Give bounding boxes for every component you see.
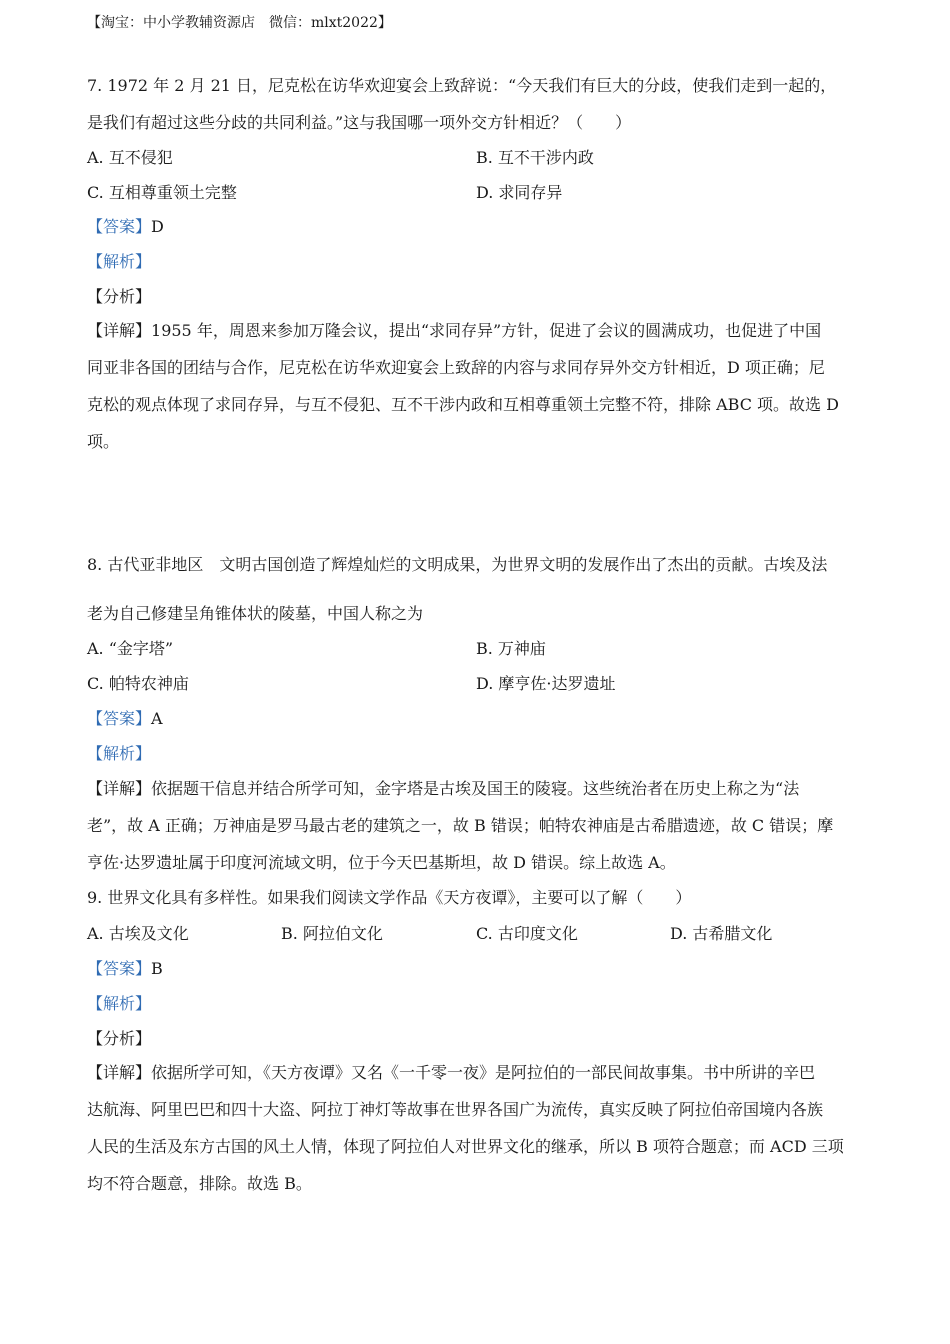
q7-option-b: B. 互不干涉内政	[476, 148, 594, 167]
q8-detail	[87, 779, 865, 890]
analysis-tag: 【解析】	[87, 252, 152, 271]
answer-tag: 【答案】	[87, 709, 152, 728]
answer-tag: 【答案】	[87, 217, 152, 236]
q9-option-b: B. 阿拉伯文化	[281, 924, 383, 943]
q7-analysis-tag	[87, 252, 151, 272]
q9-stem: 9. 世界文化具有多样性。如果我们阅读文学作品《天方夜谭》，主要可以了解（ ）	[87, 888, 692, 907]
detail-tag: 【详解】	[87, 779, 152, 798]
answer-tag: 【答案】	[87, 959, 152, 978]
q8-option-d: D. 摩亨佐·达罗遗址	[476, 674, 616, 693]
q9-option-c: C. 古印度文化	[476, 924, 578, 943]
q9-detail-line-4: 均不符合题意，排除。故选 B。	[87, 1174, 312, 1193]
q7-answer	[87, 217, 164, 237]
q7-option-d: D. 求同存异	[476, 183, 563, 202]
q8-option-c: C. 帕特农神庙	[87, 674, 189, 693]
q7-detail-line-2: 同亚非各国的团结与合作，尼克松在访华欢迎宴会上致辞的内容与求同存异外交方针相近，D 项正确；尼	[87, 358, 825, 377]
q7-option-a: A. 互不侵犯	[87, 148, 173, 167]
q8-option-b: B. 万神庙	[476, 639, 546, 658]
q8-answer	[87, 709, 163, 729]
q8-detail-text-1: 依据题干信息并结合所学可知，金字塔是古埃及国王的陵寝。这些统治者在历史上称之为“法	[151, 779, 800, 798]
q9-answer-value: B	[151, 959, 163, 978]
q9-detail-text-1: 依据所学可知，《天方夜谭》又名《一千零一夜》是阿拉伯的一部民间故事集。书中所讲的辛巴	[151, 1063, 816, 1082]
detail-tag: 【详解】	[87, 1063, 152, 1082]
q7-detail-line-4: 项。	[87, 432, 120, 451]
q9-option-a: A. 古埃及文化	[87, 924, 189, 943]
q8-analysis-tag	[87, 744, 151, 764]
detail-tag: 【详解】	[87, 321, 152, 340]
q9-detail	[87, 1063, 865, 1211]
q9-fenxi-tag: 【分析】	[87, 1029, 152, 1048]
analysis-tag: 【解析】	[87, 744, 152, 763]
q7-detail-line-1	[87, 321, 865, 358]
q9-analysis-tag	[87, 994, 151, 1014]
q9-option-d: D. 古希腊文化	[670, 924, 773, 943]
q9-detail-line-1	[87, 1063, 865, 1100]
q8-detail-line-1	[87, 779, 865, 816]
q7-option-c: C. 互相尊重领土完整	[87, 183, 237, 202]
q8-option-a: A. “金字塔”	[87, 639, 174, 658]
q8-stem-line-1: 8. 古代亚非地区 文明古国创造了辉煌灿烂的文明成果，为世界文明的发展作出了杰出的贡献。古埃及法	[87, 555, 828, 574]
analysis-tag: 【解析】	[87, 994, 152, 1013]
q9-detail-line-3: 人民的生活及东方古国的风土人情，体现了阿拉伯人对世界文化的继承，所以 B 项符合题意；而 ACD 三项	[87, 1137, 844, 1156]
q7-stem-line-1: 7. 1972 年 2 月 21 日，尼克松在访华欢迎宴会上致辞说：“今天我们有巨大的分歧，使我们走到一起的，	[87, 76, 837, 95]
page-header: 【淘宝：中小学教辅资源店 微信：mlxt2022】	[87, 15, 392, 31]
q7-fenxi-tag: 【分析】	[87, 287, 152, 306]
q7-stem-line-2: 是我们有超过这些分歧的共同利益。”这与我国哪一项外交方针相近？（ ）	[87, 113, 632, 132]
q8-detail-line-2: 老”，故 A 正确；万神庙是罗马最古老的建筑之一，故 B 错误；帕特农神庙是古希腊遗迹，故 C 错误；摩	[87, 816, 834, 835]
q7-answer-value: D	[151, 217, 164, 236]
q7-detail	[87, 321, 865, 469]
q9-detail-line-2: 达航海、阿里巴巴和四十大盗、阿拉丁神灯等故事在世界各国广为流传，真实反映了阿拉伯帝国境内各族	[87, 1100, 824, 1119]
q8-stem-line-2: 老为自己修建呈角锥体状的陵墓，中国人称之为	[87, 604, 424, 623]
q7-detail-line-3: 克松的观点体现了求同存异，与互不侵犯、互不干涉内政和互相尊重领土完整不符，排除 ABC 项。故选 D	[87, 395, 839, 414]
q8-detail-line-3: 亨佐·达罗遗址属于印度河流域文明，位于今天巴基斯坦，故 D 错误。综上故选 A。	[87, 853, 676, 872]
q9-answer	[87, 959, 163, 979]
q8-answer-value: A	[151, 709, 163, 728]
q7-detail-text-1: 1955 年，周恩来参加万隆会议，提出“求同存异”方针，促进了会议的圆满成功，也促进了中国	[151, 321, 822, 340]
